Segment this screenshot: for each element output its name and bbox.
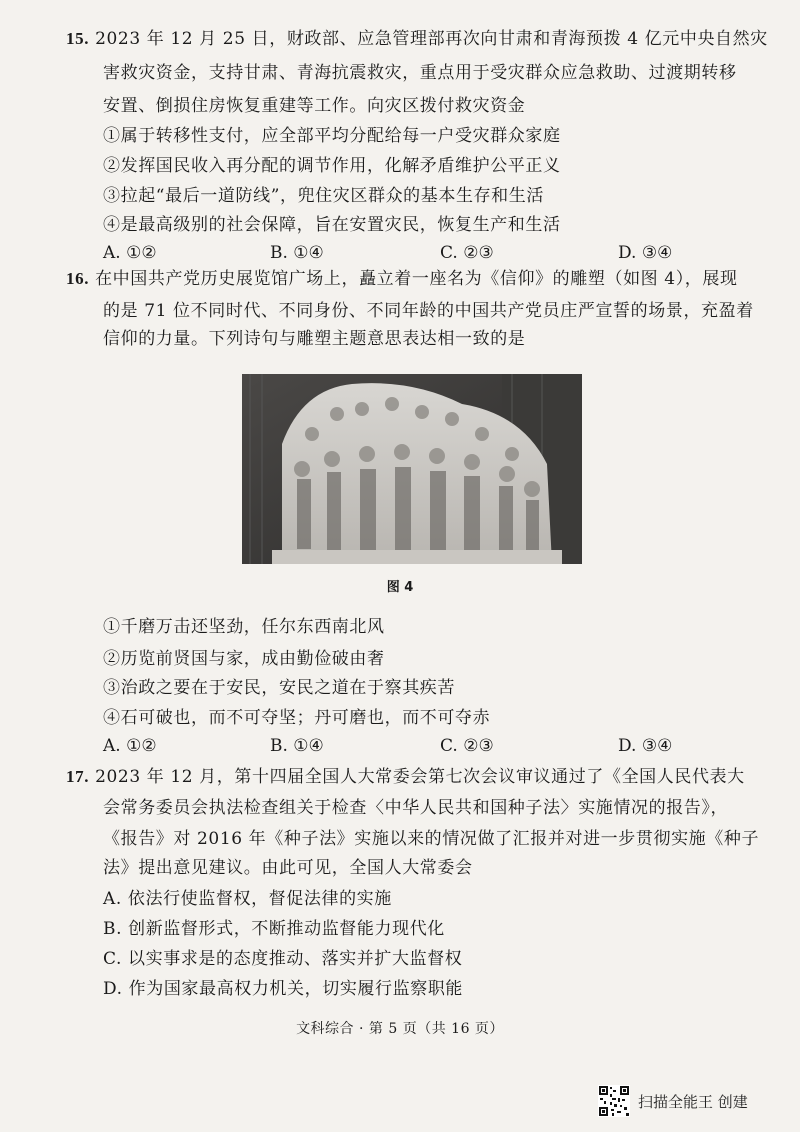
q16-line-1: 16. 在中国共产党历史展览馆广场上，矗立着一座名为《信仰》的雕塑（如图 4），展现 [66,269,738,289]
q16-item-1: ①千磨万击还坚劲，任尔东西南北风 [103,617,385,637]
q15-options [103,242,703,264]
qr-code-icon [598,1085,630,1117]
q15-item-4: ④是最高级别的社会保障，旨在安置灾民，恢复生产和生活 [103,215,561,235]
page-footer: 文科综合 · 第 5 页（共 16 页） [296,1021,504,1037]
q15-line-2: 害救灾资金，支持甘肃、青海抗震救灾，重点用于受灾群众应急救助、过渡期转移 [103,63,737,83]
q16-line-2: 的是 71 位不同时代、不同身份、不同年龄的中国共产党员庄严宣誓的场景，充盈着 [103,301,754,321]
q16-option-c: C. ②③ [440,736,494,756]
q17-option-d: D. 作为国家最高权力机关，切实履行监察职能 [103,979,464,999]
q17-line-2: 会常务委员会执法检查组关于检查〈中华人民共和国种子法〉实施情况的报告》， [103,798,729,818]
q15-item-3: ③拉起“最后一道防线”，兜住灾区群众的基本生存和生活 [103,186,544,206]
scanner-stamp [598,1085,788,1117]
q16-option-b: B. ①④ [270,736,324,756]
q15-item-1: ①属于转移性支付，应全部平均分配给每一户受灾群众家庭 [103,126,561,146]
q15-option-d: D. ③④ [618,243,673,263]
q17-option-a: A. 依法行使监督权，督促法律的实施 [103,889,392,909]
q17-number: 17. [66,767,90,786]
q15-option-c: C. ②③ [440,243,494,263]
q16-line-3: 信仰的力量。下列诗句与雕塑主题意思表达相一致的是 [103,329,526,349]
q15-line-3: 安置、倒损住房恢复重建等工作。向灾区拨付救灾资金 [103,96,526,116]
q16-item-3: ③治政之要在于安民，安民之道在于察其疾苦 [103,678,455,698]
q15-item-2: ②发挥国民收入再分配的调节作用，化解矛盾维护公平正义 [103,156,561,176]
sculpture-photo [242,374,582,564]
q15-line-1: 15. 2023 年 12 月 25 日，财政部、应急管理部再次向甘肃和青海预拨 4 亿元中央自然灾 [66,29,768,49]
q17-option-c: C. 以实事求是的态度推动、落实并扩大监督权 [103,949,463,969]
q16-option-d: D. ③④ [618,736,673,756]
sculpture-illustration [242,374,582,564]
q16-options [103,735,703,757]
scanner-stamp-text: 扫描全能王 创建 [638,1092,748,1111]
q17-line-3: 《报告》对 2016 年《种子法》实施以来的情况做了汇报并对进一步贯彻实施《种子 [103,829,760,849]
q16-number: 16. [66,269,90,288]
q17-option-b: B. 创新监督形式，不断推动监督能力现代化 [103,919,445,939]
q15-number: 15. [66,29,90,48]
q16-item-2: ②历览前贤国与家，成由勤俭破由奢 [103,649,385,669]
q17-line-4: 法》提出意见建议。由此可见，全国人大常委会 [103,858,473,878]
q15-option-a: A. ①② [103,243,157,263]
figure-caption: 图 4 [386,580,414,595]
q17-line-1: 17. 2023 年 12 月，第十四届全国人大常委会第七次会议审议通过了《全国人民代表大 [66,767,745,787]
q16-item-4: ④石可破也，而不可夺坚；丹可磨也，而不可夺赤 [103,708,491,728]
q16-option-a: A. ①② [103,736,157,756]
q15-option-b: B. ①④ [270,243,324,263]
